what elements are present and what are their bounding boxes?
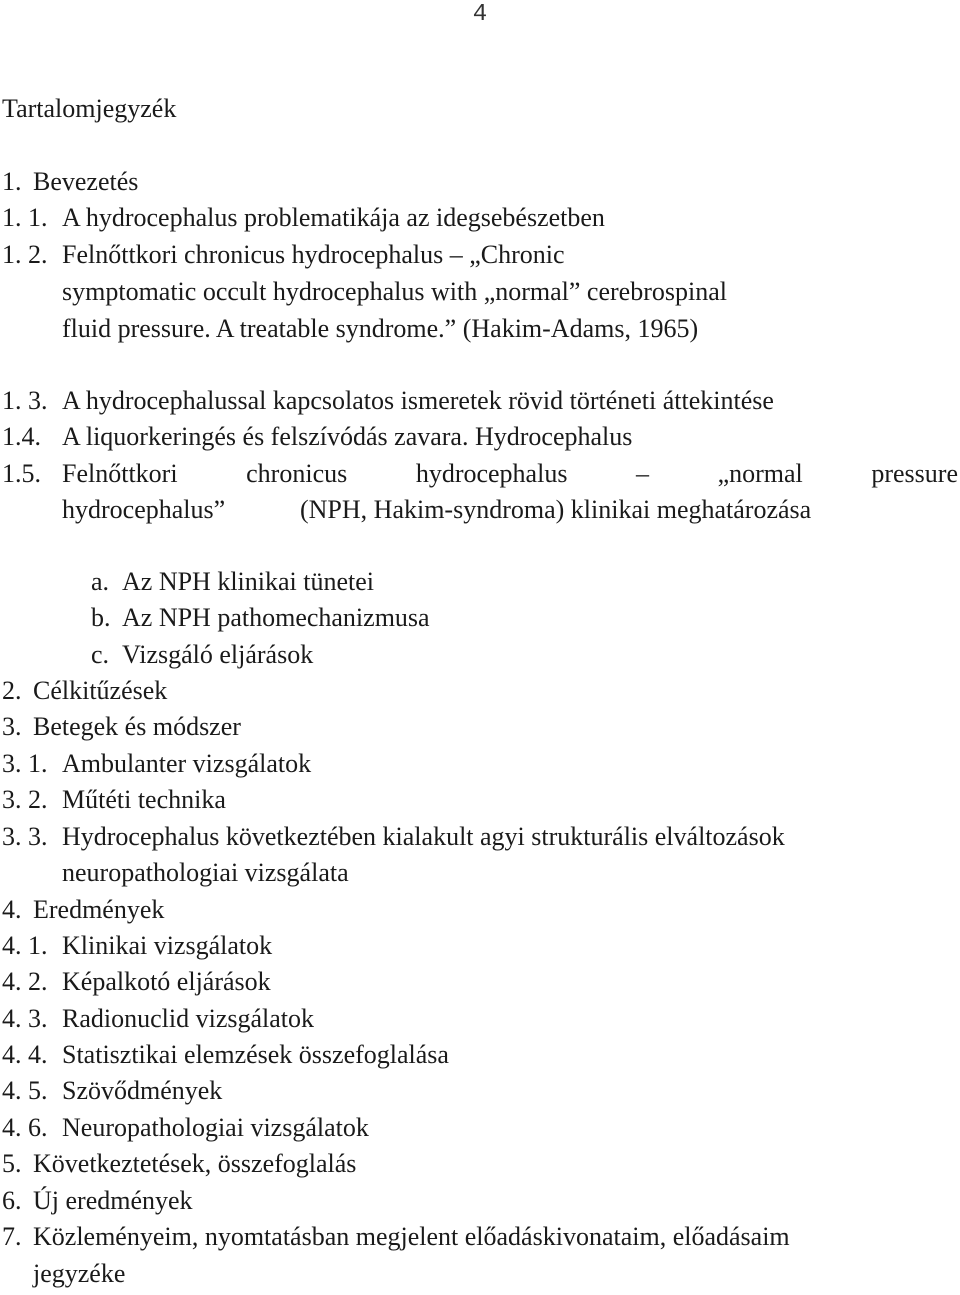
entry-number: 5.	[2, 1149, 22, 1178]
entry-number: 4. 5.	[2, 1076, 48, 1105]
entry-text: (NPH, Hakim-syndroma) klinikai meghatározása	[300, 495, 812, 524]
entry-text: Szövődmények	[62, 1076, 223, 1105]
entry-text: Következtetések, összefoglalás	[33, 1149, 357, 1178]
entry-number: 3.	[2, 712, 22, 741]
entry-text: Az NPH klinikai tünetei	[122, 567, 375, 596]
entry-number: b.	[91, 603, 111, 632]
entry-text: Műtéti technika	[62, 785, 226, 814]
entry-number: 1. 3.	[2, 386, 48, 415]
entry-number: 4. 6.	[2, 1113, 48, 1142]
entry-number: 4. 3.	[2, 1004, 48, 1033]
entry-number: 1.	[2, 167, 22, 196]
entry-number: 4.	[2, 895, 22, 924]
entry-number: 3. 1.	[2, 749, 48, 778]
entry-text: neuropathologiai vizsgálata	[62, 858, 349, 887]
entry-number: a.	[91, 567, 110, 596]
entry-text: Közleményeim, nyomtatásban megjelent előadáskivonataim, előadásaim	[33, 1222, 790, 1251]
entry-text: Ambulanter vizsgálatok	[62, 749, 312, 778]
entry-text: jegyzéke	[33, 1259, 126, 1288]
entry-text: A hydrocephalussal kapcsolatos ismeretek rövid történeti áttekintése	[62, 386, 774, 415]
entry-text: Felnőttkori chronicus hydrocephalus – „Chronic	[62, 240, 565, 269]
entry-text: A hydrocephalus problematikája az idegsebészetben	[62, 203, 605, 232]
toc-title: Tartalomjegyzék	[2, 94, 177, 123]
entry-text: Vizsgáló eljárások	[122, 640, 314, 669]
entry-text: Új eredmények	[33, 1186, 193, 1215]
entry-text: Radionuclid vizsgálatok	[62, 1004, 315, 1033]
entry-text: A liquorkeringés és felszívódás zavara. Hydrocephalus	[62, 422, 633, 451]
entry-text: Képalkotó eljárások	[62, 967, 271, 996]
entry-number: 2.	[2, 676, 22, 705]
entry-number: 4. 2.	[2, 967, 48, 996]
entry-text: Klinikai vizsgálatok	[62, 931, 273, 960]
entry-text: hydrocephalus”	[62, 495, 226, 524]
entry-number: 3. 2.	[2, 785, 48, 814]
entry-number: 3. 3.	[2, 822, 48, 851]
toc-entry-1-5	[0, 456, 960, 492]
entry-text: Neuropathologiai vizsgálatok	[62, 1113, 369, 1142]
entry-number: 1.4.	[2, 422, 41, 451]
entry-number: 1. 1.	[2, 203, 48, 232]
entry-text: Betegek és módszer	[33, 712, 241, 741]
entry-number: 1. 2.	[2, 240, 48, 269]
entry-text: Hydrocephalus következtében kialakult agyi strukturális elváltozások	[62, 822, 785, 851]
entry-text: Az NPH pathomechanizmusa	[122, 603, 430, 632]
entry-text: Felnőttkori chronicus hydrocephalus – „normal pressure	[62, 459, 958, 488]
entry-number: 4. 1.	[2, 931, 48, 960]
entry-number: 4. 4.	[2, 1040, 48, 1069]
entry-number: 1.5.	[2, 459, 41, 488]
entry-number: 6.	[2, 1186, 22, 1215]
entry-text: Eredmények	[33, 895, 165, 924]
entry-text: Statisztikai elemzések összefoglalása	[62, 1040, 449, 1069]
entry-text: Célkitűzések	[33, 676, 168, 705]
page-number: 4	[472, 1, 488, 28]
entry-text: fluid pressure. A treatable syndrome.” (Hakim-Adams, 1965)	[62, 314, 699, 343]
entry-text: Bevezetés	[33, 167, 139, 196]
entry-number: 7.	[2, 1222, 22, 1251]
entry-text: symptomatic occult hydrocephalus with „normal” cerebrospinal	[62, 277, 727, 306]
entry-number: c.	[91, 640, 110, 669]
